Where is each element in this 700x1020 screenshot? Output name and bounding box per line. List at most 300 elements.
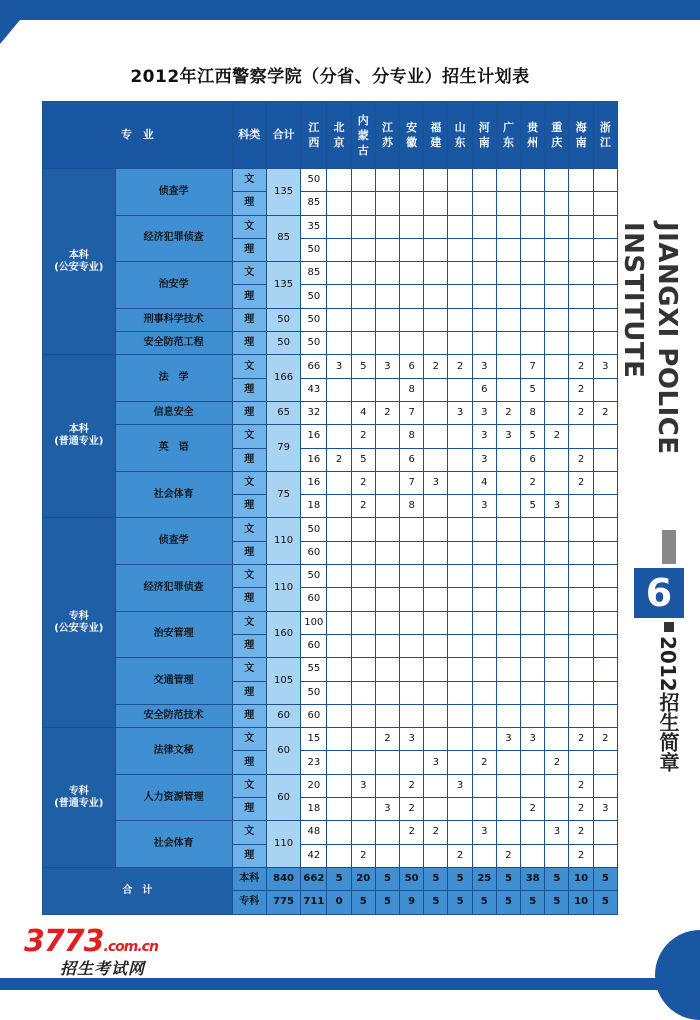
major-name-cell: 侦查学	[115, 518, 232, 565]
quota-cell: 16	[301, 471, 327, 494]
quota-cell	[400, 541, 424, 564]
subject-category-cell: 理	[232, 588, 266, 611]
quota-cell: 32	[301, 401, 327, 424]
quota-cell	[545, 308, 569, 331]
quota-cell	[496, 262, 520, 285]
quota-cell: 2	[351, 471, 375, 494]
quota-cell	[400, 308, 424, 331]
quota-cell	[472, 588, 496, 611]
quota-cell	[545, 355, 569, 378]
quota-cell	[424, 541, 448, 564]
quota-cell	[593, 308, 617, 331]
summary-total-cell: 775	[266, 891, 300, 914]
summary-quota-cell: 5	[496, 891, 520, 914]
quota-cell	[375, 169, 399, 192]
side-brand-text: JIANGXI POLICE INSTITUTE	[618, 222, 682, 455]
major-name-cell: 英 语	[115, 425, 232, 472]
quota-cell: 60	[301, 588, 327, 611]
quota-cell	[569, 238, 593, 261]
quota-cell: 6	[472, 378, 496, 401]
quota-cell	[472, 518, 496, 541]
quota-cell: 7	[521, 355, 545, 378]
quota-cell: 2	[569, 355, 593, 378]
quota-cell: 2	[569, 401, 593, 424]
quota-cell	[424, 611, 448, 634]
quota-cell	[569, 495, 593, 518]
quota-cell	[448, 611, 472, 634]
quota-cell	[327, 774, 351, 797]
quota-cell	[496, 681, 520, 704]
quota-cell	[424, 774, 448, 797]
quota-cell: 2	[424, 821, 448, 844]
quota-cell	[472, 611, 496, 634]
quota-cell: 8	[400, 495, 424, 518]
quota-cell	[545, 169, 569, 192]
quota-cell	[593, 495, 617, 518]
table-row	[43, 774, 618, 797]
quota-cell	[545, 634, 569, 657]
major-total-cell: 60	[266, 704, 300, 727]
quota-cell	[424, 262, 448, 285]
quota-cell	[448, 704, 472, 727]
quota-cell: 3	[472, 401, 496, 424]
quota-cell	[472, 308, 496, 331]
quota-cell	[496, 215, 520, 238]
quota-cell	[400, 634, 424, 657]
quota-cell	[593, 565, 617, 588]
top-bar	[0, 0, 700, 20]
subject-category-cell: 理	[232, 378, 266, 401]
quota-cell	[472, 704, 496, 727]
major-total-cell: 110	[266, 565, 300, 612]
summary-category-cell: 本科	[232, 867, 266, 890]
header-province	[472, 102, 496, 169]
major-total-cell: 79	[266, 425, 300, 472]
summary-quota-cell: 38	[521, 867, 545, 890]
quota-cell: 3	[472, 495, 496, 518]
quota-cell: 2	[375, 401, 399, 424]
subject-category-cell: 文	[232, 262, 266, 285]
quota-cell	[400, 704, 424, 727]
summary-row	[43, 867, 618, 890]
table-row	[43, 401, 618, 424]
quota-cell	[351, 518, 375, 541]
major-total-cell: 75	[266, 471, 300, 518]
quota-cell	[472, 634, 496, 657]
quota-cell	[496, 821, 520, 844]
quota-cell: 3	[375, 355, 399, 378]
quota-cell	[545, 658, 569, 681]
summary-quota-cell: 5	[593, 891, 617, 914]
table-row	[43, 611, 618, 634]
quota-cell: 3	[593, 355, 617, 378]
quota-cell	[569, 751, 593, 774]
quota-cell	[448, 821, 472, 844]
header-province-label: 江苏	[381, 121, 393, 149]
header-province	[400, 102, 424, 169]
quota-cell: 50	[301, 308, 327, 331]
quota-cell	[569, 611, 593, 634]
quota-cell	[327, 401, 351, 424]
quota-cell	[593, 658, 617, 681]
quota-cell	[400, 844, 424, 867]
quota-cell: 3	[545, 821, 569, 844]
quota-cell	[569, 262, 593, 285]
header-province	[593, 102, 617, 169]
quota-cell	[496, 355, 520, 378]
subject-category-cell: 理	[232, 192, 266, 215]
quota-cell	[545, 728, 569, 751]
quota-cell	[351, 541, 375, 564]
quota-cell: 2	[569, 471, 593, 494]
quota-cell	[545, 798, 569, 821]
quota-cell: 48	[301, 821, 327, 844]
quota-cell	[424, 518, 448, 541]
subject-category-cell: 文	[232, 774, 266, 797]
quota-cell	[424, 728, 448, 751]
side-guide-title: 2012招生简章	[656, 636, 680, 772]
quota-cell	[496, 704, 520, 727]
quota-cell	[327, 634, 351, 657]
quota-cell: 2	[569, 378, 593, 401]
subject-category-cell: 文	[232, 565, 266, 588]
quota-cell	[375, 448, 399, 471]
quota-cell	[448, 565, 472, 588]
quota-cell	[496, 611, 520, 634]
table-row	[43, 355, 618, 378]
quota-cell	[593, 471, 617, 494]
quota-cell	[472, 285, 496, 308]
quota-cell	[593, 215, 617, 238]
quota-cell	[593, 285, 617, 308]
table-header-row	[43, 102, 618, 169]
quota-cell	[545, 844, 569, 867]
quota-cell	[327, 238, 351, 261]
quota-cell: 2	[569, 798, 593, 821]
quota-cell	[545, 192, 569, 215]
quota-cell	[545, 215, 569, 238]
quota-cell: 3	[593, 798, 617, 821]
quota-cell	[593, 518, 617, 541]
major-total-cell: 166	[266, 355, 300, 402]
quota-cell: 2	[351, 425, 375, 448]
quota-cell: 2	[496, 844, 520, 867]
subject-category-cell: 理	[232, 401, 266, 424]
quota-cell: 3	[496, 728, 520, 751]
quota-cell	[448, 728, 472, 751]
summary-quota-cell: 5	[545, 867, 569, 890]
quota-cell	[448, 262, 472, 285]
quota-cell: 3	[327, 355, 351, 378]
quota-cell	[472, 215, 496, 238]
quota-cell: 2	[545, 751, 569, 774]
quota-cell	[496, 798, 520, 821]
quota-cell	[351, 588, 375, 611]
quota-cell	[351, 611, 375, 634]
quota-cell	[569, 332, 593, 355]
quota-cell	[375, 332, 399, 355]
quota-cell	[448, 169, 472, 192]
quota-cell	[327, 192, 351, 215]
quota-cell	[351, 658, 375, 681]
quota-cell	[448, 332, 472, 355]
quota-cell	[496, 518, 520, 541]
quota-cell	[375, 658, 399, 681]
quota-cell: 7	[400, 401, 424, 424]
quota-cell	[593, 588, 617, 611]
quota-cell	[400, 215, 424, 238]
quota-cell	[569, 541, 593, 564]
quota-cell	[327, 751, 351, 774]
quota-cell	[448, 658, 472, 681]
quota-cell	[496, 774, 520, 797]
table-row	[43, 262, 618, 285]
quota-cell: 6	[521, 448, 545, 471]
quota-cell: 3	[496, 425, 520, 448]
quota-cell: 2	[400, 774, 424, 797]
major-name-cell: 法律文秘	[115, 728, 232, 775]
quota-cell	[327, 308, 351, 331]
header-province-label: 贵州	[527, 121, 539, 149]
quota-cell: 2	[327, 448, 351, 471]
quota-cell	[375, 192, 399, 215]
major-total-cell: 110	[266, 821, 300, 868]
bottom-bar	[0, 978, 700, 990]
quota-cell: 4	[472, 471, 496, 494]
quota-cell	[424, 658, 448, 681]
quota-cell	[472, 332, 496, 355]
quota-cell	[424, 238, 448, 261]
quota-cell: 85	[301, 192, 327, 215]
program-level-cell: 本科 (普通专业)	[43, 355, 116, 518]
watermark-logo-number: 3773	[24, 924, 104, 959]
quota-cell	[496, 565, 520, 588]
header-category: 科类	[232, 102, 266, 169]
header-province	[521, 102, 545, 169]
quota-cell	[593, 425, 617, 448]
quota-cell: 5	[351, 355, 375, 378]
quota-cell	[496, 471, 520, 494]
subject-category-cell: 理	[232, 751, 266, 774]
quota-cell	[472, 169, 496, 192]
header-province	[375, 102, 399, 169]
quota-cell: 3	[472, 425, 496, 448]
quota-cell	[472, 238, 496, 261]
major-name-cell: 社会体育	[115, 471, 232, 518]
summary-total-cell: 840	[266, 867, 300, 890]
quota-cell	[375, 844, 399, 867]
subject-category-cell: 文	[232, 215, 266, 238]
summary-quota-cell: 10	[569, 867, 593, 890]
quota-cell	[521, 192, 545, 215]
quota-cell: 35	[301, 215, 327, 238]
summary-quota-cell: 5	[593, 867, 617, 890]
quota-cell	[400, 518, 424, 541]
quota-cell	[375, 611, 399, 634]
header-province-label: 福建	[430, 121, 442, 149]
header-major: 专 业	[43, 102, 233, 169]
quota-cell	[496, 308, 520, 331]
quota-cell	[569, 634, 593, 657]
quota-cell: 6	[400, 355, 424, 378]
quota-cell	[521, 844, 545, 867]
enrollment-plan-table	[42, 101, 618, 915]
quota-cell: 18	[301, 798, 327, 821]
quota-cell	[351, 704, 375, 727]
quota-cell	[351, 285, 375, 308]
quota-cell	[545, 378, 569, 401]
quota-cell	[521, 238, 545, 261]
quota-cell	[521, 681, 545, 704]
quota-cell: 16	[301, 425, 327, 448]
quota-cell	[545, 471, 569, 494]
quota-cell: 3	[472, 448, 496, 471]
quota-cell	[545, 611, 569, 634]
quota-cell	[521, 634, 545, 657]
quota-cell: 66	[301, 355, 327, 378]
quota-cell	[448, 471, 472, 494]
header-province-label: 浙江	[599, 121, 611, 149]
quota-cell	[448, 541, 472, 564]
quota-cell	[448, 215, 472, 238]
quota-cell	[545, 518, 569, 541]
quota-cell	[521, 541, 545, 564]
quota-cell	[400, 751, 424, 774]
quota-cell	[521, 774, 545, 797]
quota-cell	[424, 308, 448, 331]
quota-cell	[424, 401, 448, 424]
quota-cell: 50	[301, 681, 327, 704]
quota-cell	[472, 728, 496, 751]
summary-quota-cell: 5	[327, 867, 351, 890]
subject-category-cell: 理	[232, 495, 266, 518]
quota-cell	[375, 495, 399, 518]
quota-cell	[496, 541, 520, 564]
quota-cell	[424, 704, 448, 727]
subject-category-cell: 理	[232, 798, 266, 821]
quota-cell	[496, 634, 520, 657]
major-name-cell: 经济犯罪侦查	[115, 215, 232, 262]
major-name-cell: 安全防范技术	[115, 704, 232, 727]
quota-cell	[327, 378, 351, 401]
quota-cell: 2	[545, 425, 569, 448]
quota-cell	[593, 448, 617, 471]
table-row	[43, 821, 618, 844]
quota-cell	[593, 634, 617, 657]
quota-cell	[424, 495, 448, 518]
major-name-cell: 法 学	[115, 355, 232, 402]
quota-cell	[521, 658, 545, 681]
quota-cell	[448, 308, 472, 331]
major-total-cell: 135	[266, 169, 300, 216]
quota-cell	[448, 751, 472, 774]
quota-cell	[472, 844, 496, 867]
quota-cell: 2	[496, 401, 520, 424]
header-province	[301, 102, 327, 169]
quota-cell	[400, 262, 424, 285]
quota-cell: 2	[521, 798, 545, 821]
quota-cell	[351, 192, 375, 215]
major-name-cell: 侦查学	[115, 169, 232, 216]
quota-cell	[569, 308, 593, 331]
quota-cell: 8	[400, 378, 424, 401]
quota-cell	[424, 634, 448, 657]
summary-quota-cell: 5	[545, 891, 569, 914]
major-total-cell: 110	[266, 518, 300, 565]
quota-cell	[375, 285, 399, 308]
quota-cell	[375, 681, 399, 704]
quota-cell	[327, 704, 351, 727]
subject-category-cell: 理	[232, 681, 266, 704]
quota-cell: 50	[301, 285, 327, 308]
quota-cell	[569, 425, 593, 448]
subject-category-cell: 理	[232, 285, 266, 308]
quota-cell: 2	[351, 844, 375, 867]
quota-cell	[569, 704, 593, 727]
quota-cell	[448, 448, 472, 471]
quota-cell	[424, 798, 448, 821]
quota-cell	[472, 565, 496, 588]
quota-cell: 43	[301, 378, 327, 401]
quota-cell: 3	[448, 401, 472, 424]
quota-cell: 50	[301, 169, 327, 192]
quota-cell	[424, 844, 448, 867]
major-name-cell: 治安学	[115, 262, 232, 309]
subject-category-cell: 文	[232, 471, 266, 494]
quota-cell: 3	[424, 751, 448, 774]
quota-cell	[327, 262, 351, 285]
quota-cell	[496, 495, 520, 518]
quota-cell	[400, 192, 424, 215]
quota-cell: 15	[301, 728, 327, 751]
quota-cell: 6	[400, 448, 424, 471]
quota-cell: 100	[301, 611, 327, 634]
summary-quota-cell: 10	[569, 891, 593, 914]
subject-category-cell: 理	[232, 541, 266, 564]
quota-cell	[327, 471, 351, 494]
quota-cell	[351, 169, 375, 192]
quota-cell: 2	[593, 401, 617, 424]
quota-cell	[327, 728, 351, 751]
quota-cell	[375, 238, 399, 261]
major-name-cell: 治安管理	[115, 611, 232, 658]
summary-quota-cell: 5	[472, 891, 496, 914]
quota-cell	[593, 192, 617, 215]
major-total-cell: 60	[266, 728, 300, 775]
quota-cell	[327, 495, 351, 518]
quota-cell: 2	[375, 728, 399, 751]
quota-cell: 3	[424, 471, 448, 494]
major-total-cell: 85	[266, 215, 300, 262]
quota-cell	[327, 681, 351, 704]
quota-cell	[424, 681, 448, 704]
quota-cell	[472, 658, 496, 681]
quota-cell	[521, 611, 545, 634]
table-row	[43, 425, 618, 448]
quota-cell	[593, 821, 617, 844]
quota-cell	[545, 588, 569, 611]
major-name-cell: 经济犯罪侦查	[115, 565, 232, 612]
quota-cell: 20	[301, 774, 327, 797]
quota-cell: 8	[400, 425, 424, 448]
quota-cell: 2	[424, 355, 448, 378]
quota-cell: 3	[545, 495, 569, 518]
quota-cell	[351, 332, 375, 355]
quota-cell	[521, 518, 545, 541]
subject-category-cell: 理	[232, 238, 266, 261]
quota-cell	[375, 518, 399, 541]
quota-cell: 5	[521, 495, 545, 518]
